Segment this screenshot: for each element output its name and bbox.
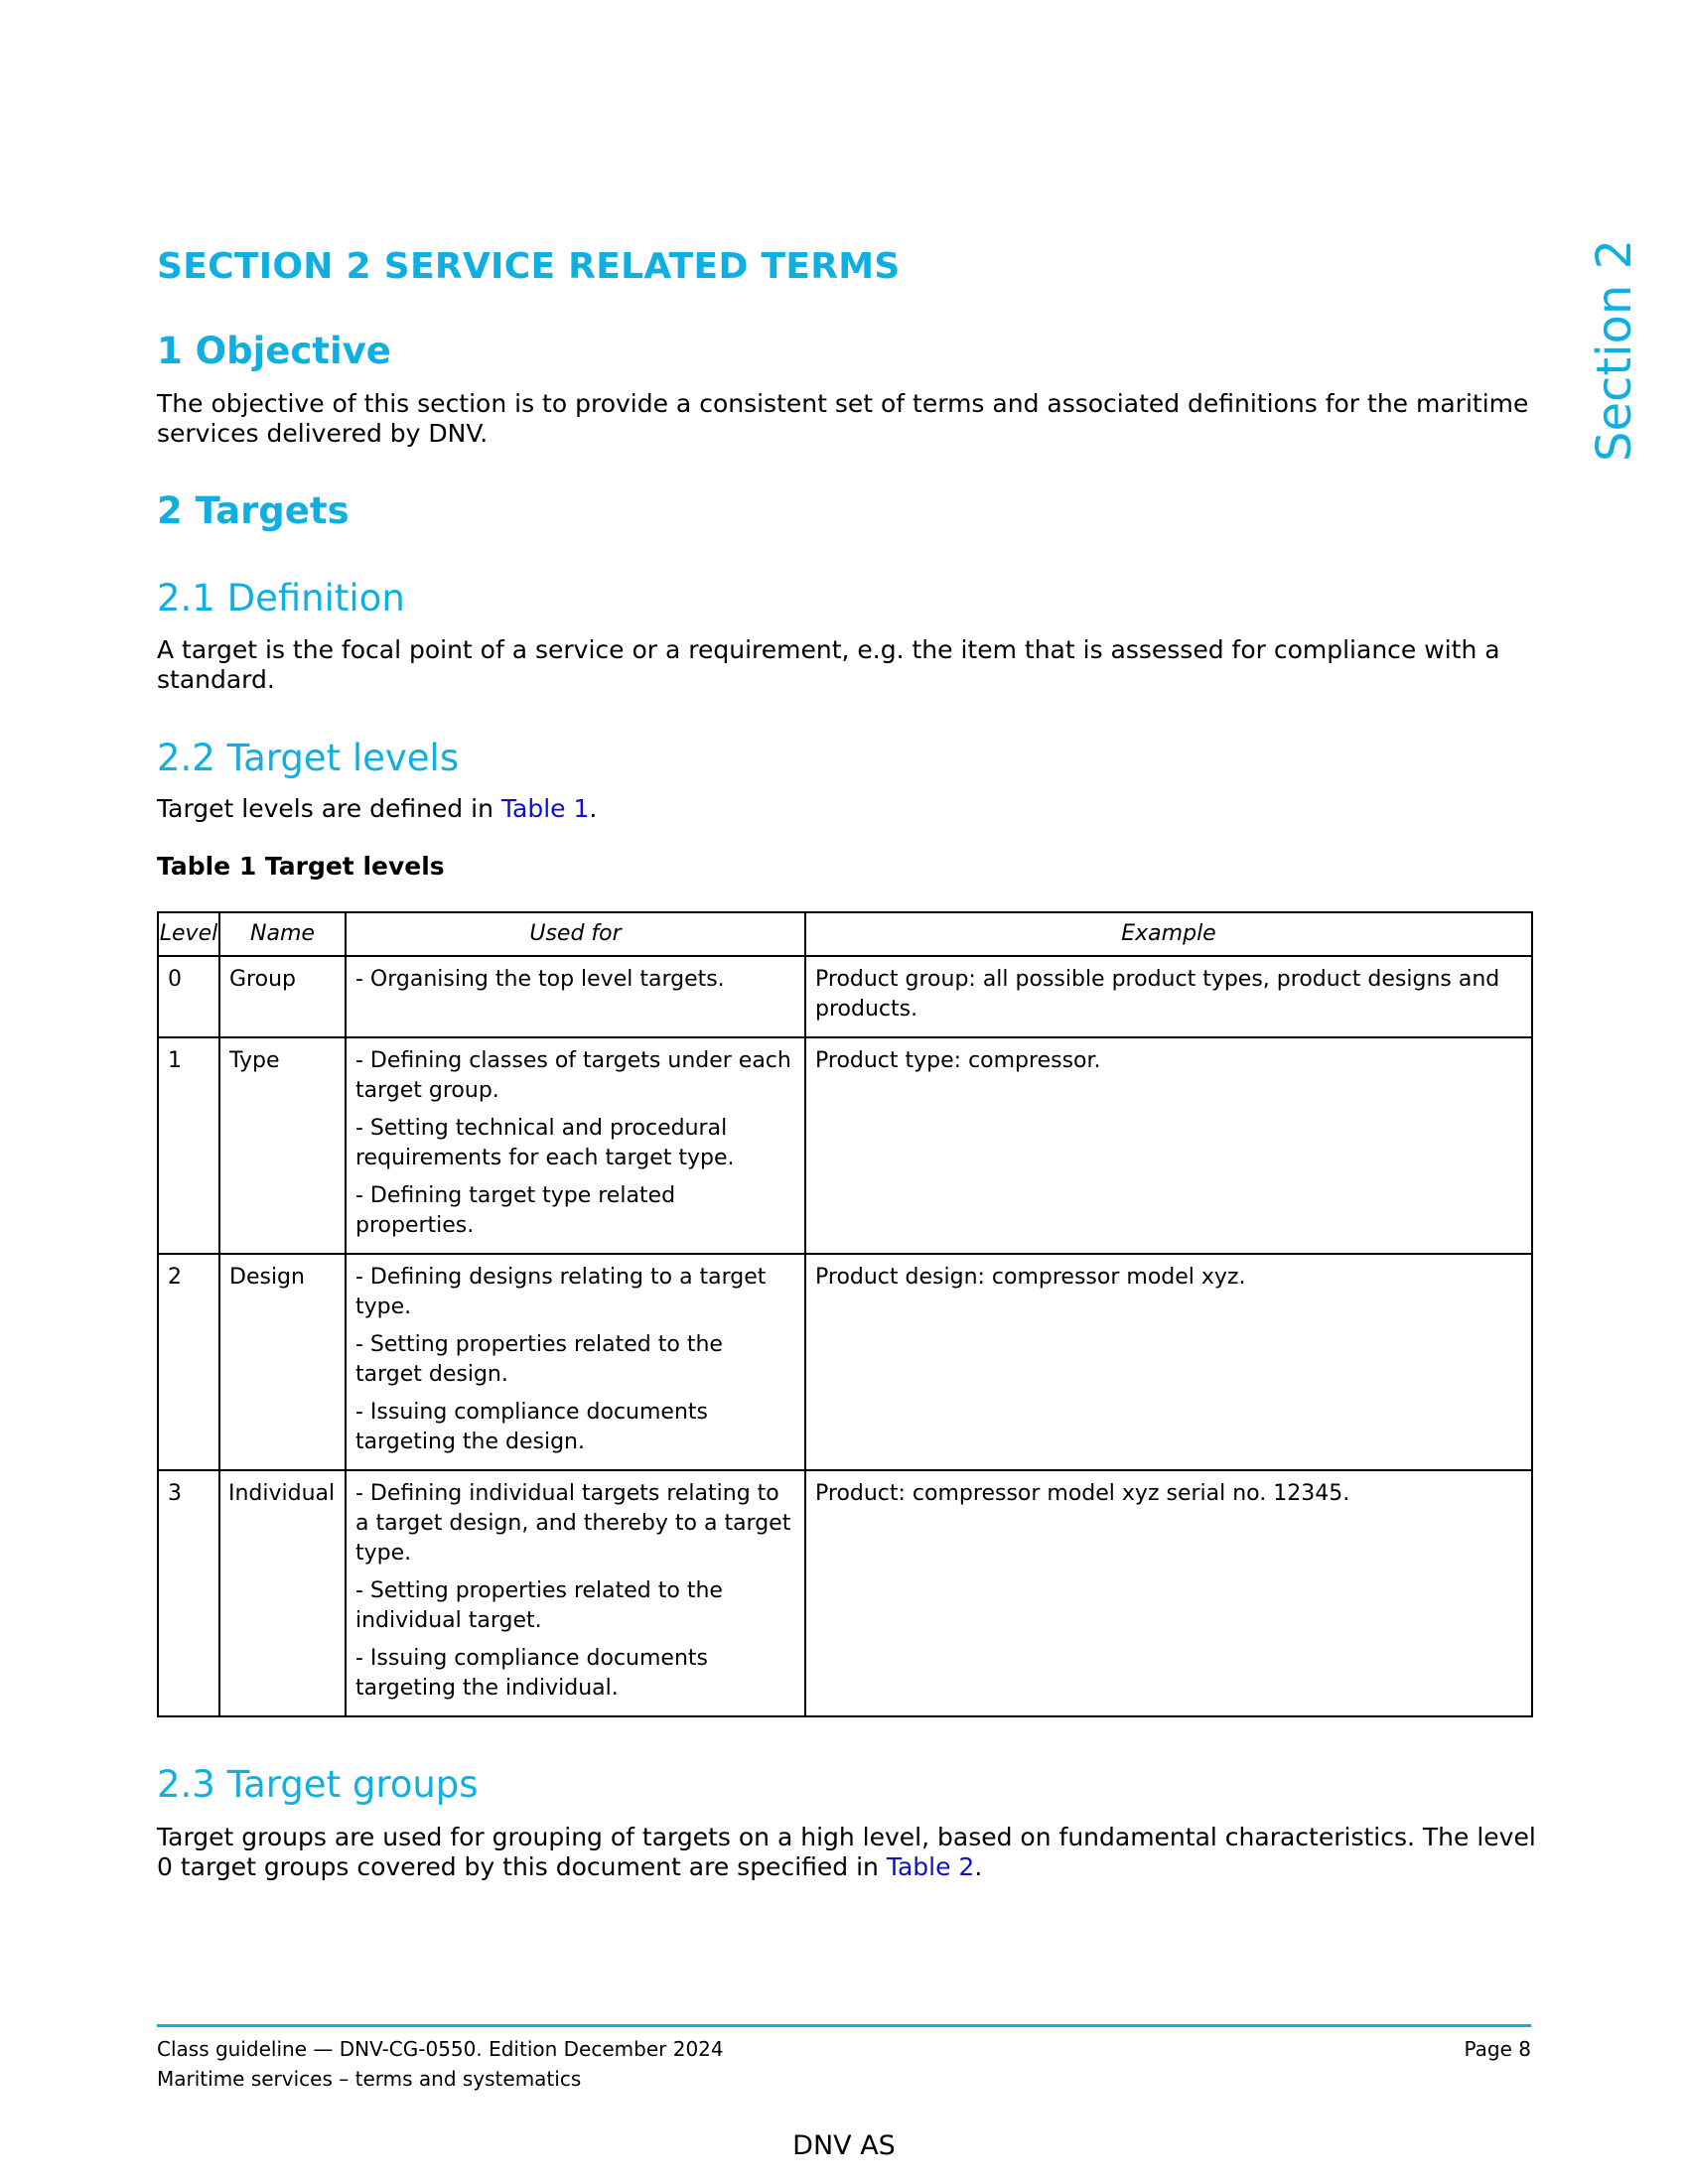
cell-example: Product: compressor model xyz serial no. 12345. [805,1470,1532,1716]
target-levels-text-end: . [589,794,598,823]
used-for-line: - Issuing compliance documents targeting the individual. [355,1646,708,1701]
cell-used-for [346,1470,805,1716]
table-row [158,1037,1532,1254]
used-for-line: - Defining designs relating to a target type. [355,1265,767,1319]
cell-example: Product design: compressor model xyz. [805,1254,1532,1470]
cell-level: 1 [158,1037,219,1254]
cell-name: Type [219,1037,346,1254]
target-levels-heading: 2.2 Target levels [157,737,460,779]
cell-used-for [346,1037,805,1254]
cell-name: Design [219,1254,346,1470]
objective-text: The objective of this section is to provide a consistent set of terms and associated definitions for the maritime services delivered by DNV. [157,389,1529,448]
used-for-line: - Defining individual targets relating to a target design, and thereby to a target type. [355,1481,791,1566]
table-1-caption: Table 1 Target levels [157,852,445,881]
section-title: SECTION 2 SERVICE RELATED TERMS [157,246,901,287]
header-name: Name [219,912,346,956]
cell-name: Individual [219,1470,346,1716]
target-groups-text-lead: Target groups are used for grouping of targets on a high level, based on fundamental characteristics. The level 0 target groups covered by this document are specified in [157,1823,1536,1881]
used-for-line: - Organising the top level targets. [355,967,725,992]
table-row [158,956,1532,1037]
header-level: Level [158,912,219,956]
table-1-link[interactable]: Table 1 [500,794,590,823]
cell-name: Group [219,956,346,1037]
objective-heading: 1 Objective [157,330,391,372]
cell-level: 3 [158,1470,219,1716]
used-for-line: - Setting technical and procedural requirements for each target type. [355,1116,735,1170]
cell-level: 2 [158,1254,219,1470]
table-2-link[interactable]: Table 2 [886,1852,975,1881]
target-levels-text [157,794,1537,824]
footer-company: DNV AS [792,2130,896,2161]
footer-document-id: Class guideline — DNV-CG-0550. Edition December 2024 [157,2037,724,2061]
table-header-row [158,912,1532,956]
footer-document-title: Maritime services – terms and systematics [157,2067,582,2091]
cell-used-for [346,1254,805,1470]
used-for-line: - Setting properties related to the target design. [355,1332,723,1387]
target-groups-heading: 2.3 Target groups [157,1763,479,1806]
cell-level: 0 [158,956,219,1037]
used-for-line: - Setting properties related to the individual target. [355,1578,723,1633]
used-for-line: - Defining classes of targets under each target group. [355,1048,791,1103]
definition-text: A target is the focal point of a service or a requirement, e.g. the item that is assessed for compliance with a standard. [157,635,1500,694]
target-levels-table [157,911,1533,1717]
side-section-tab: Section 2 [1587,238,1642,462]
used-for-line: - Defining target type related properties. [355,1183,676,1238]
footer-page-number: Page 8 [1464,2037,1531,2061]
table-row [158,1470,1532,1716]
targets-heading: 2 Targets [157,489,350,532]
target-groups-text [157,1823,1537,1882]
cell-example: Product type: compressor. [805,1037,1532,1254]
target-levels-text-lead: Target levels are defined in [157,794,501,823]
header-example: Example [805,912,1532,956]
used-for-line: - Issuing compliance documents targeting the design. [355,1400,708,1454]
target-groups-text-end: . [974,1852,983,1881]
cell-used-for [346,956,805,1037]
definition-heading: 2.1 Definition [157,577,405,619]
header-used-for: Used for [346,912,805,956]
footer-divider [157,2024,1531,2027]
cell-example: Product group: all possible product types, product designs and products. [805,956,1532,1037]
table-row [158,1254,1532,1470]
